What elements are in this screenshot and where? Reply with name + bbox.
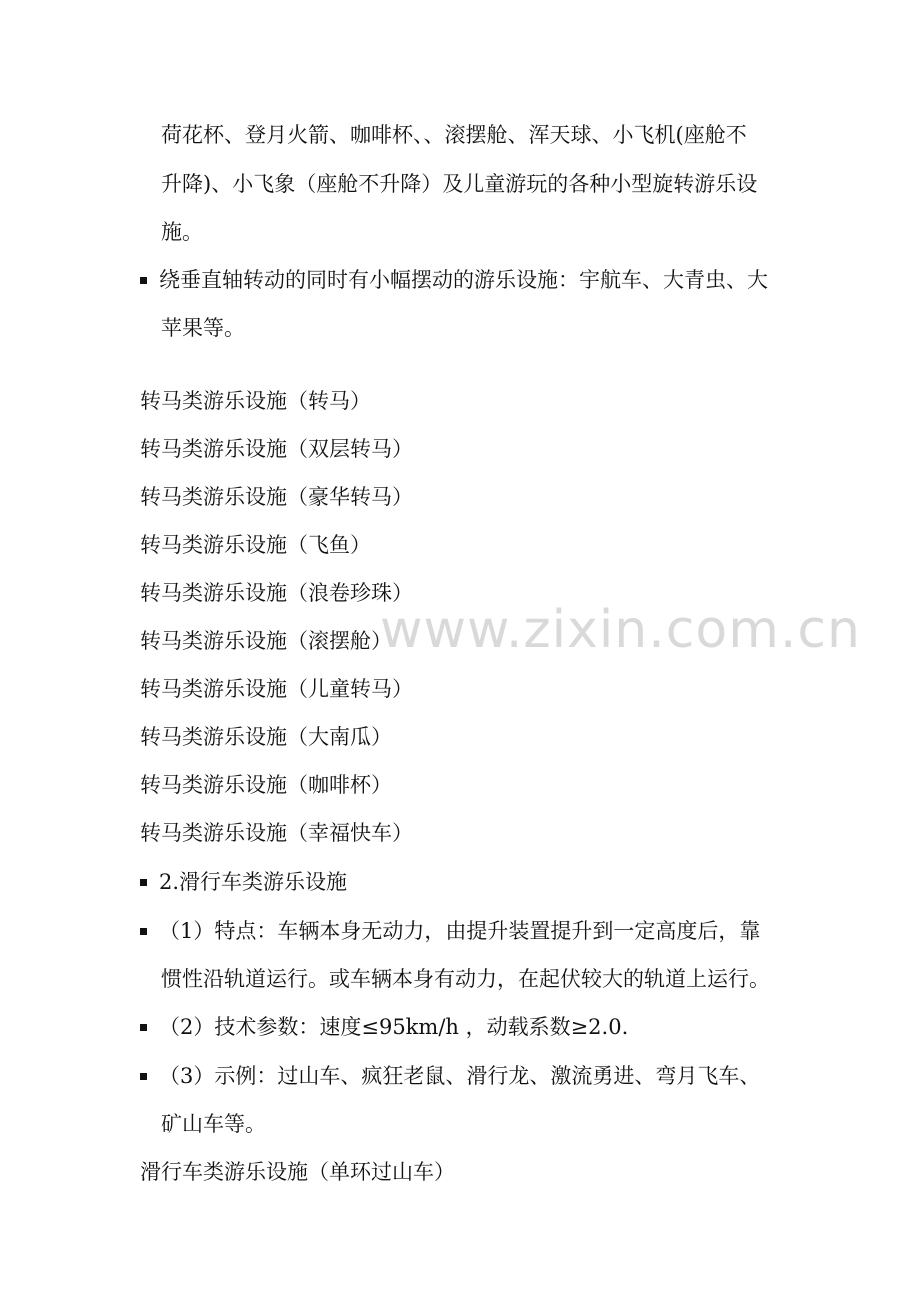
list-item: 转马类游乐设施（儿童转马）: [140, 677, 413, 701]
list-item: 转马类游乐设施（飞鱼）: [140, 533, 371, 557]
bullet-icon: [140, 879, 147, 886]
list-item: 转马类游乐设施（转马）: [140, 389, 371, 413]
bullet-icon: [140, 928, 147, 935]
bullet-icon: [140, 1073, 147, 1080]
bullet-continuation: 惯性沿轨道运行。或车辆本身有动力，在起伏较大的轨道上运行。: [161, 967, 770, 991]
list-item: 转马类游乐设施（幸福快车）: [140, 821, 413, 845]
paragraph-line: 荷花杯、登月火箭、咖啡杯、、滚摆舱、浑天球、小飞机(座舱不: [161, 123, 747, 147]
paragraph-line: 施。: [161, 220, 203, 244]
bullet-continuation: 矿山车等。: [161, 1112, 266, 1136]
list-item: 转马类游乐设施（咖啡杯）: [140, 773, 392, 797]
bullet-item: [140, 1062, 760, 1090]
paragraph-line: 升降)、小飞象（座舱不升降）及儿童游玩的各种小型旋转游乐设: [161, 172, 758, 196]
list-item: 转马类游乐设施（双层转马）: [140, 437, 413, 461]
bullet-continuation: 苹果等。: [161, 316, 245, 340]
bullet-item: [140, 917, 760, 945]
bullet-text: （1）特点：车辆本身无动力，由提升装置提升到一定高度后，靠: [159, 919, 761, 943]
list-item: 滑行车类游乐设施（单环过山车）: [140, 1160, 455, 1184]
bullet-text: 绕垂直轴转动的同时有小幅摆动的游乐设施：宇航车、大青虫、大: [159, 268, 768, 292]
section-heading-text: 2.滑行车类游乐设施: [159, 870, 348, 894]
list-item: 转马类游乐设施（豪华转马）: [140, 485, 413, 509]
bullet-text: （2）技术参数：速度≤95km/h ，动载系数≥2.0.: [159, 1015, 629, 1039]
bullet-text: （3）示例：过山车、疯狂老鼠、滑行龙、激流勇进、弯月飞车、: [159, 1064, 761, 1088]
list-item: 转马类游乐设施（浪卷珍珠）: [140, 581, 413, 605]
list-item: 转马类游乐设施（滚摆舱）: [140, 629, 392, 653]
bullet-icon: [140, 277, 147, 284]
list-item: 转马类游乐设施（大南瓜）: [140, 725, 392, 749]
watermark-text: www.zixin.com.cn: [380, 600, 861, 660]
bullet-item: [140, 266, 768, 294]
bullet-item: [140, 1013, 628, 1041]
bullet-icon: [140, 1024, 147, 1031]
section-heading: [140, 868, 347, 896]
